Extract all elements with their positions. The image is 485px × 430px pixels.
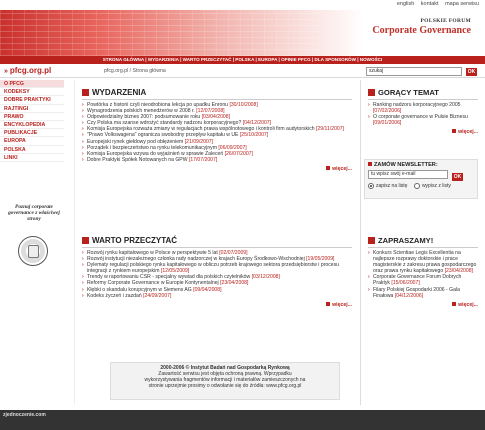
radio-unsubscribe[interactable] — [414, 183, 451, 189]
square-bullet-icon — [368, 89, 375, 96]
copyright-text: 2000-2006 © Instytut Badań nad Gospodarką Rynkową — [160, 365, 290, 371]
news-item-text: Wynagrodzenia polskich menedżerów w 2008 r. — [87, 108, 195, 115]
left-divider — [74, 80, 75, 405]
news-item-text: Porządek i bezpieczeństwo na rynku telekomunikacyjnym — [87, 144, 217, 151]
radio-checked-icon — [368, 183, 374, 189]
news-item-date: [09/01/2006] — [373, 120, 402, 127]
footer-credit-link[interactable]: zjednoczenie.com — [3, 412, 46, 418]
institute-seal-icon[interactable] — [18, 236, 48, 266]
more-link-text: więcej... — [332, 301, 352, 308]
news-list — [368, 250, 478, 299]
brand-small-text: POLSKIE FORUM — [420, 18, 471, 24]
breadcrumb[interactable]: pfcg.org.pl / Strona główna — [104, 68, 166, 74]
radio-unsubscribe-label: wypisz z listy — [421, 183, 451, 189]
news-item-date: [12/05/2009] — [160, 268, 190, 275]
news-item-text: Kłębki o skandalu korupcyjnym w Siemens AG — [87, 286, 192, 293]
right-divider — [360, 80, 361, 405]
square-bullet-icon — [368, 162, 372, 166]
section-wydarzenia — [82, 88, 352, 172]
section-warto-przeczytac — [82, 236, 352, 308]
news-item-text: Dobre Praktyki Spółek Notowanych na GPW — [87, 156, 188, 163]
news-item-date: [25/10/2007] — [239, 132, 269, 139]
section-title-text: GORĄCY TEMAT — [378, 88, 439, 97]
section-title-text: WARTO PRZECZYTAĆ — [92, 236, 178, 245]
radio-subscribe[interactable] — [368, 183, 407, 189]
section-title-text: ZAPRASZAMY! — [378, 236, 434, 245]
radio-subscribe-label: zapisz na listę — [376, 183, 408, 189]
section-title — [368, 236, 478, 245]
news-item-text: Reformy Corporate Governance w Europie Kontynentalnej — [87, 280, 219, 287]
section-zapraszamy — [368, 236, 478, 308]
news-item-date: [21/09/2007] — [184, 138, 214, 145]
link-english[interactable]: english — [396, 1, 415, 7]
square-bullet-icon — [82, 89, 89, 96]
newsletter-box — [364, 159, 478, 199]
newsletter-ok-button[interactable]: OK — [453, 173, 462, 180]
more-link-text: więcej... — [332, 165, 352, 172]
newsletter-title-text: ZAMÓW NEWSLETTER: — [374, 162, 438, 168]
divider — [82, 247, 352, 248]
news-item-text: Corporate Governance Forum Dobrych Praktyk — [373, 274, 462, 287]
square-bullet-icon — [368, 237, 375, 244]
news-item-text: Powtórka z historii czyli nieodrobiona lekcja po upadku Enronu — [87, 102, 229, 108]
news-item-text: Rozwój rynku kapitałowego w Polsce w perspektywie 5 lat — [87, 250, 218, 256]
copyright-box — [110, 362, 340, 400]
link-kontakt[interactable]: kontakt — [420, 1, 439, 7]
search-ok-button[interactable]: OK — [467, 68, 476, 75]
brand-logo[interactable] — [372, 18, 471, 36]
square-bullet-icon — [326, 302, 330, 306]
more-link-goracy[interactable] — [368, 129, 478, 135]
more-link-text: więcej... — [458, 129, 478, 136]
news-item-date: [15/06/2007] — [391, 280, 420, 287]
site-logo-text: pfcg.org.pl — [9, 66, 52, 75]
news-item[interactable] — [82, 262, 352, 274]
newsletter-email-input[interactable]: tu wpisz swój e-mail — [368, 170, 448, 179]
news-item-text: Odpowiedzialny biznes 2007: podsumowanie roku — [87, 114, 201, 121]
copyright-line: wykorzystywania fragmentów informacji i materiałów zamieszczonych na — [144, 377, 306, 383]
news-item-text: Trendy w raportowaniu CSR - specjalny wywiad dla polskich czytelników — [87, 274, 251, 281]
square-bullet-icon — [326, 166, 330, 170]
banner-grid-decoration — [0, 10, 320, 56]
news-item[interactable] — [82, 157, 352, 163]
news-item-date: [07/02/2006] — [373, 108, 402, 115]
news-item-text: Komisja Europejska rozważa zmiany w regulacjach prawa wspólnotowego i kontroli firm audytorskich — [87, 126, 315, 133]
divider — [368, 247, 478, 248]
news-item-date: [03/12/2008] — [251, 274, 280, 281]
nav-item-europa[interactable]: EUROPA — [0, 137, 64, 145]
nav-item-rajtingi[interactable]: RAJTINGI — [0, 105, 64, 113]
news-list — [82, 102, 352, 163]
news-item-date: [09/04/2008] — [193, 286, 222, 293]
left-promo-text: Poznaj corporate governance z właściwej strony — [8, 204, 60, 223]
news-item-text: O corporate governance w Pulsie Biznesu — [373, 114, 468, 121]
top-links-bar — [0, 0, 485, 10]
section-goracy-temat — [368, 88, 478, 135]
nav-item-polska[interactable]: POLSKA — [0, 146, 64, 154]
divider — [368, 99, 478, 100]
news-list — [82, 250, 352, 299]
news-item-text: Kodeks życzeń i zazdań — [87, 292, 142, 299]
news-item-date: [23/04/2008] — [220, 280, 249, 287]
nav-item-kodeksy[interactable]: KODEKSY — [0, 88, 64, 96]
search-row — [0, 64, 485, 78]
news-item-date: [12/07/2008] — [196, 108, 225, 115]
news-item-text: Ranking nadzoru korporacyjnego 2005 — [373, 102, 461, 108]
news-item-text: "Prawo Volkswagena" ogranicza swobodny przepływ kapitału w UE — [87, 132, 239, 139]
news-item-date: [23/04/2008] — [444, 268, 473, 275]
link-site-map[interactable]: mapa serwisu — [445, 1, 479, 7]
news-item-date: [29/11/2007] — [316, 126, 344, 133]
site-logo[interactable] — [4, 66, 51, 75]
more-link-warto[interactable] — [82, 302, 352, 308]
more-link-wydarzenia[interactable] — [82, 166, 352, 172]
square-bullet-icon — [452, 129, 456, 133]
news-item-text: Rozwój instytucji niezależnego członka rady nadzorczej w krajach Europy Środkowo-Wschodniej — [87, 256, 305, 263]
newsletter-title — [368, 162, 474, 168]
news-item-date: [30/10/2008] — [229, 102, 258, 108]
copyright-line: Zawartość serwisu jest objęta ochroną prawną. Wprzypadku — [158, 371, 292, 377]
brand-big-text: Corporate Governance — [372, 25, 471, 36]
section-title — [368, 88, 478, 97]
main-menu-bar[interactable]: STRONA GŁÓWNA | WYDARZENIA | WARTO PRZECZYTAĆ | POLSKA | EUROPA | OPINIE PFCG | DLA SPONSORÓW | NOWOŚCI — [0, 56, 485, 64]
seal-emblem-icon — [28, 245, 39, 258]
header-banner — [0, 10, 485, 56]
news-item-text: Czy Polska ma szanse wdrożyć standardy nadzoru korporacyjnego? — [87, 120, 242, 127]
more-link-text: więcej... — [458, 301, 478, 308]
news-item-date: [04/12/2006] — [394, 292, 424, 299]
square-bullet-icon — [452, 302, 456, 306]
news-item-text: Europejski rynek giełdowy pod obłężeniem — [87, 138, 184, 145]
news-item-date: [17/07/2007] — [188, 156, 218, 163]
nav-item-dobre-praktyki[interactable]: DOBRE PRAKTYKI — [0, 96, 64, 104]
search-input[interactable]: szukaj — [366, 67, 462, 76]
news-item-text: Komisja Europejska wzywa do wyjaśnień w sprawie Zaleceń — [87, 150, 224, 157]
news-list — [368, 102, 478, 126]
section-title-text: WYDARZENIA — [92, 88, 147, 97]
news-item-text: Filary Polskiej Gospodarki 2006 - Gala Finałowa — [373, 286, 460, 299]
news-item-date: [26/07/2007] — [224, 150, 253, 157]
square-bullet-icon — [82, 237, 89, 244]
news-item-date: [24/09/2007] — [143, 292, 172, 299]
divider — [82, 99, 352, 100]
nav-item-o-pfcg[interactable]: O PFCG — [0, 80, 64, 88]
news-item-date: [19/05/2009] — [306, 256, 335, 263]
section-title — [82, 88, 352, 97]
nav-item-publikacje[interactable]: PUBLIKACJE — [0, 129, 64, 137]
news-item-date: [06/09/2007] — [218, 144, 247, 151]
copyright-line: stronie uprzejmie prosimy o odwołanie się do źródła: www.pfcg.org.pl — [148, 383, 302, 389]
arrow-icon: » — [4, 68, 10, 75]
news-item-text: Dylematy regulacji polskiego rynku kapitałowego w obliczu potrzeb krajowego sektora przedsiębiorstw i procesu integracji z rynkiem europejskim — [87, 262, 339, 275]
news-item[interactable] — [368, 250, 478, 274]
news-item[interactable] — [368, 287, 478, 299]
radio-unchecked-icon — [414, 183, 420, 189]
footer-bar — [0, 410, 485, 430]
news-item-date: [04/12/2007] — [242, 120, 272, 127]
nav-item-encyklopedia[interactable]: ENCYKLOPEDIA — [0, 121, 64, 129]
left-nav — [0, 80, 64, 162]
section-title — [82, 236, 352, 245]
news-item[interactable] — [82, 293, 352, 299]
news-item[interactable] — [368, 102, 478, 114]
more-link-zapraszamy[interactable] — [368, 302, 478, 308]
nav-item-linki[interactable]: LINKI — [0, 154, 64, 162]
nav-item-prawo[interactable]: PRAWO — [0, 113, 64, 121]
news-item[interactable] — [368, 274, 478, 286]
news-item-text: Konkurs Scientiae Legis Excellentia na najlepsze rozprawy doktorskie i prace magisterskie z zakresu prawa gospodarczego oraz prawa rynku kapitałowego — [373, 250, 477, 275]
news-item-date: [03/04/2008] — [201, 114, 231, 121]
news-item-date: [02/07/2009] — [219, 250, 248, 256]
news-item[interactable] — [368, 114, 478, 126]
